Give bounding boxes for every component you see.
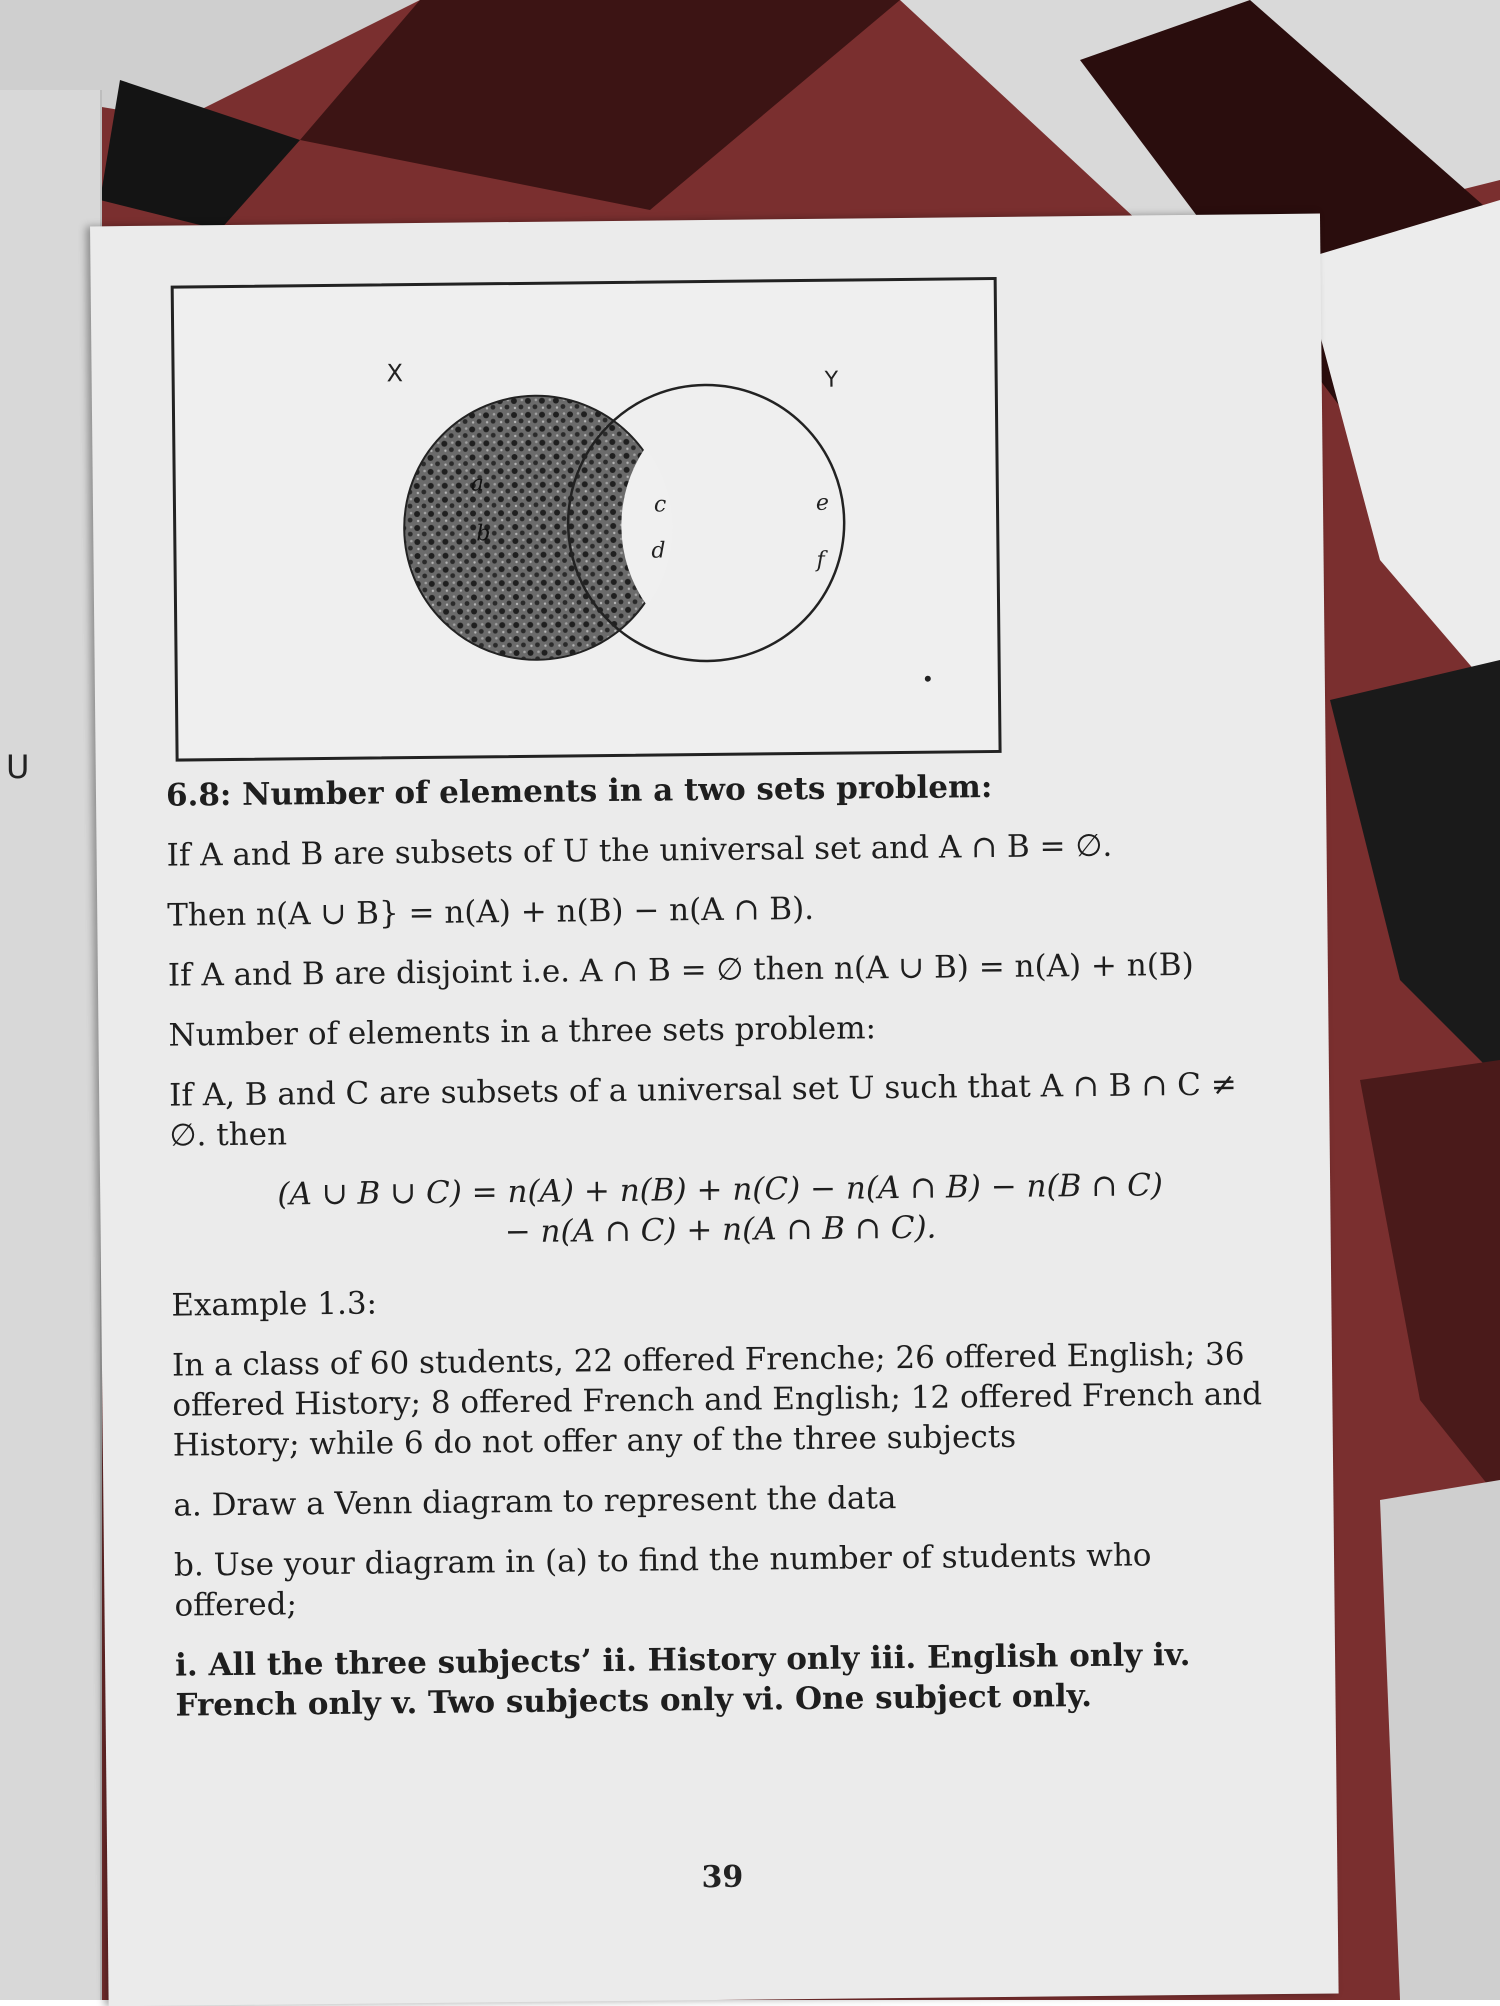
element-e: e xyxy=(815,490,830,516)
formula-line-1: (A ∪ B ∪ C) = n(A) + n(B) + n(C) − n(A ∩ B) − n(B ∩ C) xyxy=(277,1167,1164,1213)
inclusion-exclusion-formula xyxy=(170,1164,1271,1256)
formula-line-2: − n(A ∩ C) + n(A ∩ B ∩ C). xyxy=(504,1209,937,1251)
three-sets-line-2: ∅. then xyxy=(169,1116,288,1154)
section-heading: 6.8: Number of elements in a two sets problem: xyxy=(165,769,993,814)
three-sets-heading: Number of elements in a three sets problem: xyxy=(168,1010,877,1054)
example-title: Example 1.3: xyxy=(171,1285,378,1324)
two-sets-line-3: If A and B are disjoint i.e. A ∩ B = ∅ then n(A ∪ B) = n(A) + n(B) xyxy=(167,946,1194,994)
facing-page xyxy=(0,90,102,2000)
example-body: In a class of 60 students, 22 offered Frenche; 26 offered English; 36 offered History; 8 offered French and English; 12 offered French and History; while 6 do not offer any of the three subjects xyxy=(171,1336,1263,1464)
two-sets-line-1: If A and B are subsets of U the universal set and A ∩ B = ∅. xyxy=(166,827,1113,874)
set-y-label: Y xyxy=(824,367,839,393)
stray-dot xyxy=(925,676,931,682)
element-b: b xyxy=(476,521,491,547)
page-text xyxy=(166,764,1276,1745)
three-sets-line-1: If A, B and C are subsets of a universal set U such that A ∩ B ∩ C ≠ xyxy=(168,1066,1237,1114)
margin-symbol: U xyxy=(6,748,30,786)
example-subparts: i. All the three subjects’ ii. History only iii. English only iv. French only v. Two subjects only vi. One subject only. xyxy=(174,1636,1191,1724)
example-part-a: a. Draw a Venn diagram to represent the data xyxy=(173,1480,897,1524)
element-a: a xyxy=(470,471,485,497)
book-page xyxy=(90,214,1339,2006)
venn-diagram-svg xyxy=(174,280,999,759)
venn-diagram xyxy=(171,277,1002,762)
element-c: c xyxy=(653,492,667,518)
page-number: 39 xyxy=(701,1859,744,1896)
example-part-b: b. Use your diagram in (a) to find the number of students who offered; xyxy=(173,1537,1152,1624)
two-sets-line-2: Then n(A ∪ B} = n(A) + n(B) − n(A ∩ B). xyxy=(167,890,815,934)
element-d: d xyxy=(651,538,666,564)
set-x-label: X xyxy=(386,359,404,388)
element-f: f xyxy=(816,547,825,573)
